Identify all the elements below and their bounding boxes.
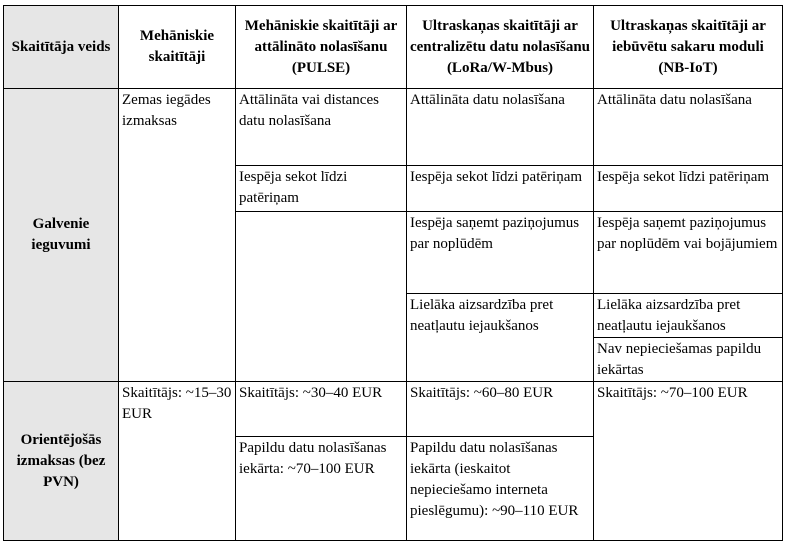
- header-meter-type: Skaitītāja veids: [4, 6, 119, 89]
- benefit-pulse-track-consumption: Iespēja sekot līdzi patēriņam: [236, 166, 407, 212]
- benefits-row-1: [4, 89, 783, 166]
- benefit-lora-tamper-protection: Lielāka aizsardzība pret neatļautu iejaukšanos: [407, 294, 594, 382]
- cost-pulse-reader-device: Papildu datu nolasīšanas iekārta: ~70–100 EUR: [236, 437, 407, 541]
- benefit-lora-leak-alerts: Iespēja saņemt paziņojumus par noplūdēm: [407, 212, 594, 294]
- benefit-nbiot-track-consumption: Iespēja sekot līdzi patēriņam: [594, 166, 783, 212]
- benefit-mech-low-cost: Zemas iegādes izmaksas: [119, 89, 236, 382]
- cost-nbiot-meter: Skaitītājs: ~70–100 EUR: [594, 382, 783, 541]
- benefit-lora-track-consumption: Iespēja sekot līdzi patēriņam: [407, 166, 594, 212]
- benefits-label: Galvenie ieguvumi: [4, 89, 119, 382]
- header-lora: Ultraskaņas skaitītāji ar centralizētu datu nolasīšanu (LoRa/W-Mbus): [407, 6, 594, 89]
- costs-row-1: [4, 382, 783, 437]
- header-nbiot: Ultraskaņas skaitītāji ar iebūvētu sakaru moduli (NB-IoT): [594, 6, 783, 89]
- benefit-lora-remote-reading: Attālināta datu nolasīšana: [407, 89, 594, 166]
- benefit-pulse-empty: [236, 212, 407, 382]
- header-row: [4, 6, 783, 89]
- benefit-nbiot-leak-alerts: Iespēja saņemt paziņojumus par noplūdēm vai bojājumiem: [594, 212, 783, 294]
- cost-lora-meter: Skaitītājs: ~60–80 EUR: [407, 382, 594, 437]
- benefit-pulse-remote-reading: Attālināta vai distances datu nolasīšana: [236, 89, 407, 166]
- benefit-nbiot-no-extra-devices: Nav nepieciešamas papildu iekārtas: [594, 338, 783, 382]
- meter-comparison-table: [3, 5, 783, 541]
- costs-label: Orientējošās izmaksas (bez PVN): [4, 382, 119, 541]
- cost-mech-meter: Skaitītājs: ~15–30 EUR: [119, 382, 236, 541]
- cost-pulse-meter: Skaitītājs: ~30–40 EUR: [236, 382, 407, 437]
- header-mechanical: Mehāniskie skaitītāji: [119, 6, 236, 89]
- benefit-nbiot-remote-reading: Attālināta datu nolasīšana: [594, 89, 783, 166]
- benefit-nbiot-tamper-protection: Lielāka aizsardzība pret neatļautu iejaukšanos: [594, 294, 783, 338]
- cost-lora-reader-device: Papildu datu nolasīšanas iekārta (ieskaitot nepieciešamo interneta pieslēgumu): ~90–110 EUR: [407, 437, 594, 541]
- header-pulse: Mehāniskie skaitītāji ar attālināto nolasīšanu (PULSE): [236, 6, 407, 89]
